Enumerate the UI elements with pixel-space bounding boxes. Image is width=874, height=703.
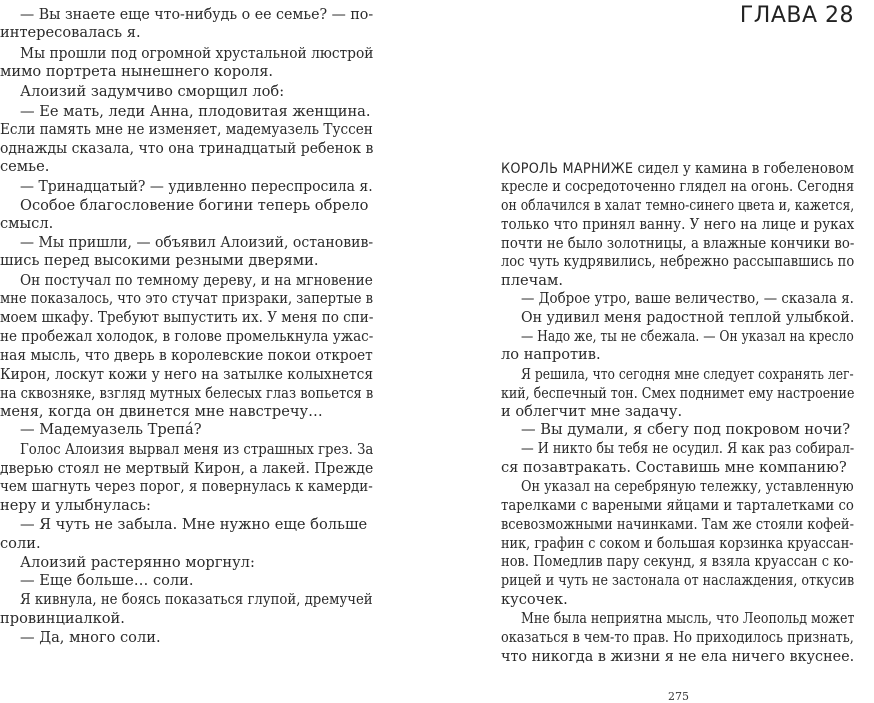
text-line: не пробежал холодок, в голове промелькнула ужас-: [0, 328, 374, 345]
text-line: на сквозняке, взгляд мутных белесых глаз вопьется в: [0, 385, 374, 402]
text-line: лос чуть кудрявились, небрежно рассыпавшись по: [501, 253, 855, 270]
text-line: рицей и чуть не застонала от наслаждения, откусив: [501, 572, 855, 589]
text-line: Алоизий задумчиво сморщил лоб:: [20, 83, 285, 100]
opening-text: сидел у камина в гобеленовом: [633, 160, 854, 177]
text-line: Если память мне не изменяет, мадемуазель Туссен: [0, 121, 373, 138]
text-line: Я кивнула, не боясь показаться глупой, дремучей: [20, 591, 373, 608]
text-line: тарелками с вареными яйцами и тарталетками со: [501, 497, 854, 514]
page-number: 275: [668, 690, 689, 703]
text-line: дверью стоял не мертвый Кирон, а лакей. Прежде: [0, 460, 374, 477]
text-line: ник, графин с соком и большая корзинка круассан-: [501, 535, 854, 552]
text-line: Мне была неприятна мысль, что Леопольд может: [521, 610, 855, 627]
text-line: оказаться в чем-то прав. Но приходилось признать,: [501, 629, 854, 646]
left-page: [0, 0, 437, 702]
text-line: ная мысль, что дверь в королевские покои откроет: [0, 347, 373, 364]
text-line: неру и улыбнулась:: [0, 497, 151, 514]
text-line: — Вы думали, я сбегу под покровом ночи?: [521, 421, 851, 438]
text-line: кресле и сосредоточенно глядел на огонь. Сегодня: [501, 178, 855, 195]
text-line: чем шагнуть через порог, я повернулась к камерди-: [0, 478, 373, 495]
text-line: моем шкафу. Требуют выпустить их. У меня по спи-: [0, 309, 374, 326]
text-line: смысл.: [0, 215, 54, 232]
text-line: мне показалось, что это стучат призраки, запертые в: [0, 290, 373, 307]
text-line: — Доброе утро, ваше величество, — сказала я.: [521, 290, 854, 307]
text-line: он облачился в халат темно-синего цвета и, кажется,: [501, 197, 855, 214]
text-line: Алоизий растерянно моргнул:: [20, 554, 255, 571]
text-line: семье.: [0, 158, 50, 175]
text-line: — И никто бы тебя не осудил. Я как раз собирал-: [521, 440, 855, 457]
text-line: кусочек.: [501, 591, 568, 608]
text-line: нов. Помедлив пару секунд, я взяла круассан с ко-: [501, 553, 854, 570]
text-line: только что принял ванну. У него на лице и руках: [501, 216, 855, 233]
text-line: — Вы знаете еще что-нибудь о ее семье? — по-: [20, 6, 374, 23]
text-line: — Мадемуазель Трепá?: [20, 421, 202, 438]
text-line: — Да, много соли.: [20, 629, 161, 646]
text-line: всевозможными начинками. Там же стояли кофей-: [501, 516, 854, 533]
text-line: — Надо же, ты не сбежала. — Он указал на кресло: [521, 328, 854, 345]
text-line: плечам.: [501, 272, 563, 289]
opening-small-caps: КОРОЛЬ МАРНИЖЕ: [501, 161, 634, 177]
text-line: кий, беспечный тон. Смех поднимет ему настроение: [501, 385, 855, 402]
text-line: ся позавтракать. Составишь мне компанию?: [501, 459, 847, 476]
text-line: соли.: [0, 535, 41, 552]
text-line: Кирон, лоскут кожи у него на затылке колыхнется: [0, 366, 374, 383]
text-line: Он указал на серебряную тележку, уставленную: [521, 478, 854, 495]
text-line: однажды сказала, что она тринадцатый ребенок в: [0, 140, 374, 157]
chapter-heading: ГЛАВА 28: [739, 3, 854, 28]
text-line: интересовалась я.: [0, 24, 141, 41]
right-page: [437, 0, 874, 702]
text-line: мимо портрета нынешнего короля.: [0, 63, 274, 80]
text-line: Мы прошли под огромной хрустальной люстрой: [20, 45, 374, 62]
text-line: — Мы пришли, — объявил Алоизий, остановив-: [20, 234, 374, 251]
opening-line: [501, 160, 854, 178]
text-line: Голос Алоизия вырвал меня из страшных грез. За: [20, 441, 374, 458]
text-line: ло напротив.: [501, 346, 601, 363]
text-line: — Я чуть не забыла. Мне нужно еще больше: [20, 516, 368, 533]
text-line: меня, когда он двинется мне навстречу…: [0, 403, 323, 420]
text-line: Он постучал по темному дереву, и на мгновение: [20, 272, 373, 289]
text-line: Я решила, что сегодня мне следует сохранять лег-: [521, 366, 854, 383]
text-line: — Тринадцатый? — удивленно переспросила я.: [20, 178, 373, 195]
text-line: Он удивил меня радостной теплой улыбкой.: [521, 309, 855, 326]
text-line: Особое благословение богини теперь обрело: [20, 197, 369, 214]
text-line: — Еще больше… соли.: [20, 572, 194, 589]
text-line: почти не было золотницы, а влажные кончики во-: [501, 235, 855, 252]
text-line: шись перед высокими резными дверями.: [0, 252, 319, 269]
text-line: — Ее мать, леди Анна, плодовитая женщина.: [20, 103, 371, 120]
text-line: провинциалкой.: [0, 610, 125, 627]
text-line: и облегчит мне задачу.: [501, 403, 683, 420]
text-line: что никогда в жизни я не ела ничего вкуснее.: [501, 648, 855, 665]
